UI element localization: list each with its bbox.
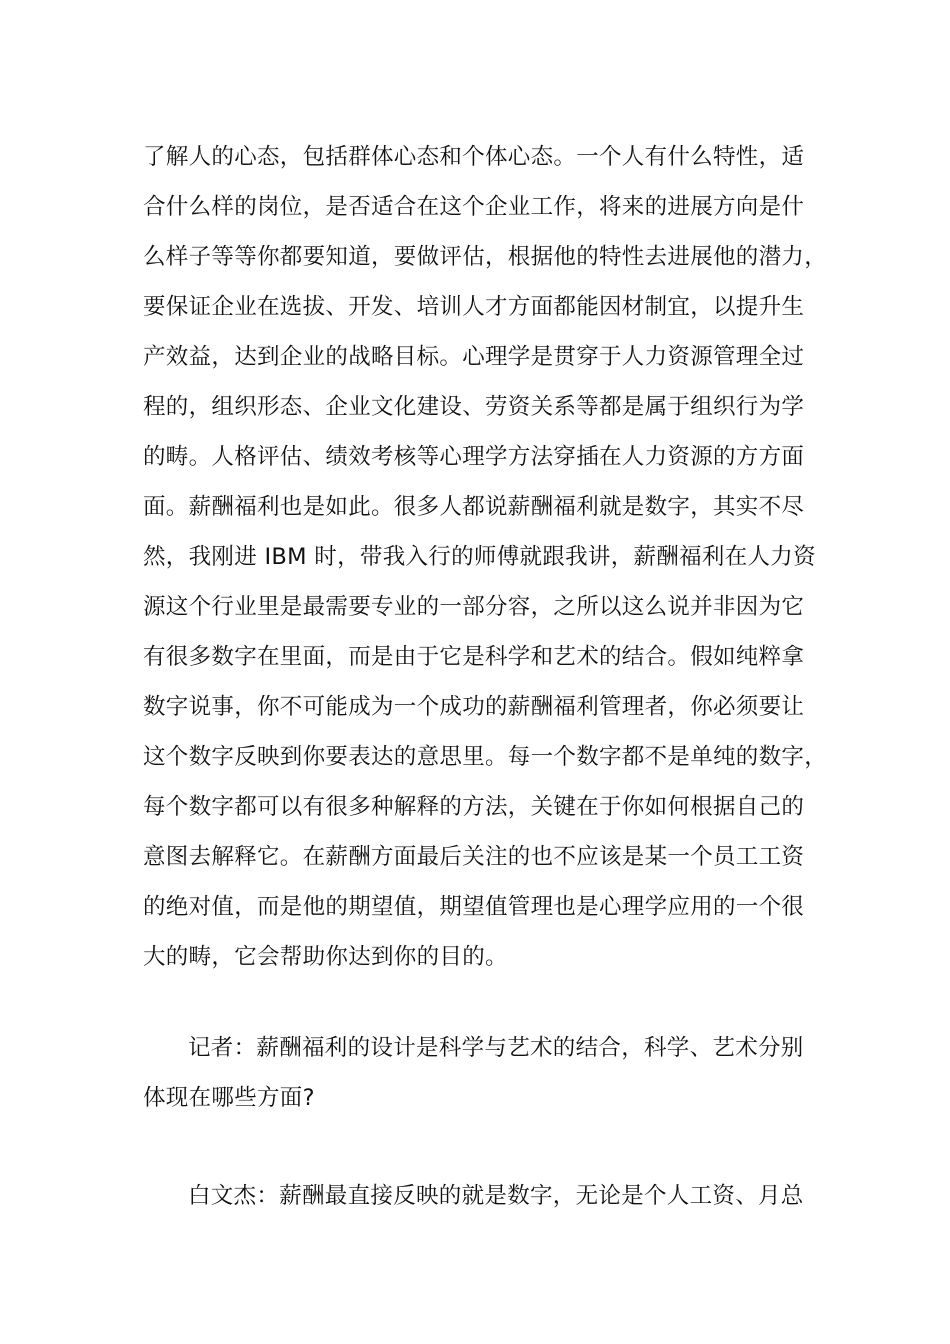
answer-line: 白文杰：薪酬最直接反映的就是数字，无论是个人工资、月总 <box>188 1183 804 1209</box>
body-paragraph <box>143 132 828 982</box>
paragraph-line: 数字说事，你不可能成为一个成功的薪酬福利管理者，你必须要让 <box>143 694 805 720</box>
paragraph-line: 源这个行业里是最需要专业的一部分容，之所以这么说并非因为它 <box>143 594 805 620</box>
question-line: 体现在哪些方面? <box>143 1085 315 1111</box>
paragraph-line: 么样子等等你都要知道，要做评估，根据他的特性去进展他的潜力， <box>143 244 828 270</box>
paragraph-line: 面。薪酬福利也是如此。很多人都说薪酬福利就是数字，其实不尽 <box>143 494 805 520</box>
interviewee-answer <box>143 1171 823 1221</box>
paragraph-line: 每个数字都可以有很多种解释的方法，关键在于你如何根据自己的 <box>143 794 805 820</box>
paragraph-line: 的畴。人格评估、绩效考核等心理学方法穿插在人力资源的方方面 <box>143 444 805 470</box>
paragraph-line: 这个数字反映到你要表达的意思里。每一个数字都不是单纯的数字， <box>143 744 828 770</box>
interviewer-question <box>143 1023 823 1123</box>
paragraph-line: 了解人的心态，包括群体心态和个体心态。一个人有什么特性，适 <box>143 144 805 170</box>
paragraph-line: 大的畴，它会帮助你达到你的目的。 <box>143 944 508 970</box>
paragraph-line: 合什么样的岗位，是否适合在这个企业工作，将来的进展方向是什 <box>143 194 805 220</box>
paragraph-line: 有很多数字在里面，而是由于它是科学和艺术的结合。假如纯粹拿 <box>143 644 805 670</box>
paragraph-line: 程的，组织形态、企业文化建设、劳资关系等都是属于组织行为学 <box>143 394 805 420</box>
paragraph-line: 然，我刚进 IBM 时，带我入行的师傅就跟我讲，薪酬福利在人力资 <box>143 544 816 570</box>
paragraph-line: 要保证企业在选拔、开发、培训人才方面都能因材制宜，以提升生 <box>143 294 805 320</box>
paragraph-line: 意图去解释它。在薪酬方面最后关注的也不应该是某一个员工工资 <box>143 844 805 870</box>
paragraph-line: 产效益，达到企业的战略目标。心理学是贯穿于人力资源管理全过 <box>143 344 805 370</box>
paragraph-line: 的绝对值，而是他的期望值，期望值管理也是心理学应用的一个很 <box>143 894 805 920</box>
question-line: 记者：薪酬福利的设计是科学与艺术的结合，科学、艺术分别 <box>188 1035 804 1061</box>
